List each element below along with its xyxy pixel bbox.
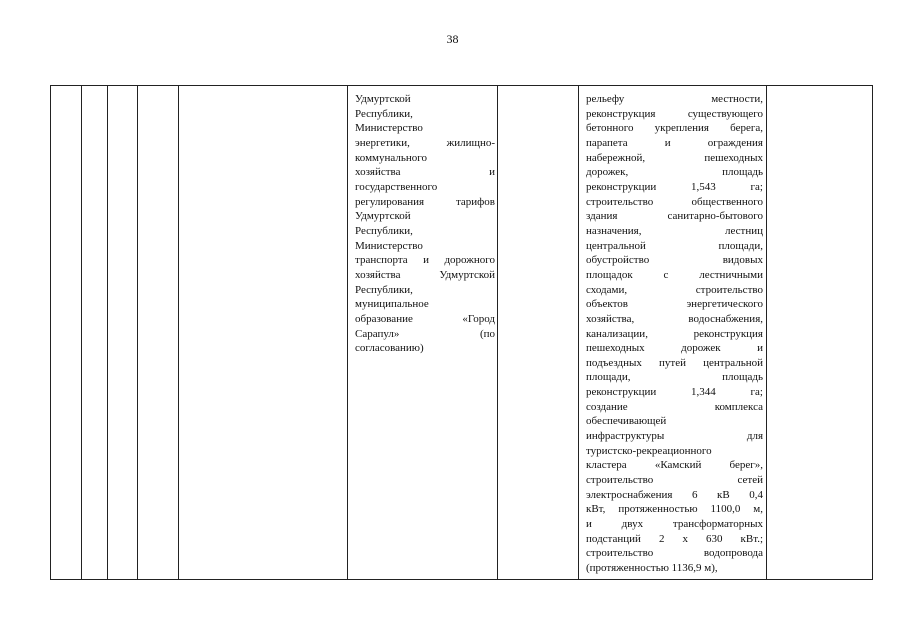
description-line: пешеходных дорожек и [586, 342, 763, 355]
executors-line: регулирования тарифов [355, 195, 495, 208]
description-line: реконструкции 1,543 га; [586, 180, 763, 193]
description-line: площадок с лестничными [586, 268, 763, 281]
description-line: центральной площади, [586, 239, 763, 252]
executors-line: Сарапул» (по [355, 327, 495, 340]
description-line: реконструкция существующего [586, 107, 763, 120]
description-line: парапета и ограждения [586, 136, 763, 149]
executors-line: Удмуртской [355, 93, 411, 105]
description-line: строительство сетей [586, 474, 763, 487]
description-line: назначения, лестниц [586, 224, 763, 237]
description-line: хозяйства, водоснабжения, [586, 312, 763, 325]
description-line: сходами, строительство [586, 283, 763, 296]
column-divider [766, 86, 767, 579]
document-table [50, 85, 873, 580]
column-divider [178, 86, 179, 579]
description-line: обустройство видовых [586, 254, 763, 267]
description-line: канализации, реконструкция [586, 327, 763, 340]
executors-cell [355, 92, 495, 356]
column-divider [81, 86, 82, 579]
description-line: рельефу местности, [586, 93, 763, 105]
description-line: электроснабжения 6 кВ 0,4 [586, 488, 763, 501]
description-line: создание комплекса [586, 400, 763, 413]
description-line: обеспечивающей [586, 415, 667, 428]
executors-line: муниципальное [355, 298, 429, 311]
executors-line: коммунального [355, 151, 427, 164]
description-line: подъездных путей центральной [586, 356, 763, 369]
description-line: здания санитарно-бытового [586, 210, 763, 223]
executors-line: Республики, [355, 107, 413, 120]
description-line: строительство водопровода [586, 547, 763, 560]
description-line: строительство общественного [586, 195, 763, 208]
executors-line: хозяйства Удмуртской [355, 268, 495, 281]
description-line: кВт, протяженностью 1100,0 м, [586, 503, 763, 516]
column-divider [347, 86, 348, 579]
executors-line: согласованию) [355, 342, 424, 355]
description-line: подстанций 2 х 630 кВт.; [586, 532, 763, 545]
description-line: объектов энергетического [586, 298, 763, 311]
column-divider [137, 86, 138, 579]
executors-line: Республики, [355, 283, 413, 296]
executors-line: Министерство [355, 239, 423, 252]
description-line: набережной, пешеходных [586, 151, 763, 164]
executors-line: хозяйства и [355, 166, 495, 179]
description-line: дорожек, площадь [586, 166, 763, 179]
column-divider [578, 86, 579, 579]
description-line: кластера «Камский берег», [586, 459, 763, 472]
executors-line: образование «Город [355, 312, 495, 325]
executors-line: транспорта и дорожного [355, 254, 495, 267]
description-line: туристско-рекреационного [586, 444, 712, 457]
description-line: площади, площадь [586, 371, 763, 384]
description-line: инфраструктуры для [586, 430, 763, 443]
column-divider [107, 86, 108, 579]
description-line: реконструкции 1,344 га; [586, 386, 763, 399]
column-divider [497, 86, 498, 579]
executors-line: Министерство [355, 122, 423, 135]
executors-line: Республики, [355, 224, 413, 237]
executors-line: государственного [355, 180, 438, 193]
executors-line: энергетики, жилищно- [355, 136, 495, 149]
description-cell [586, 92, 763, 576]
description-line: (протяженностью 1136,9 м), [586, 562, 718, 574]
executors-line: Удмуртской [355, 210, 411, 223]
description-line: бетонного укрепления берега, [586, 122, 763, 135]
description-line: и двух трансформаторных [586, 518, 763, 531]
page-number: 38 [446, 32, 459, 46]
